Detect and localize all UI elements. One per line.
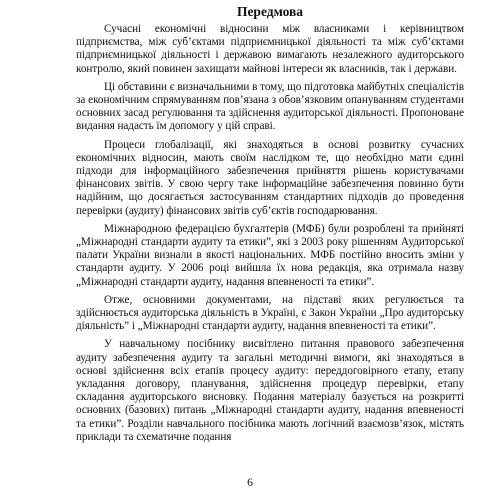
preface-body [76,23,464,444]
paragraph: Процеси глобалізації, які знаходяться в основі розвитку сучасних економічних відносин, мають своїм наслідком те, що необхідно мати єдині підходи для інформаційного забезпечення прийняття рішень користувачами фінансових звітів. У свою чергу таке інформаційне забезпечення повинно бути надійним, що досягається застосуванням стандартних підходів до проведення перевірки (аудиту) фінансових звітів суб’єктів господарювання. [76,138,464,217]
page-title: Передмова [236,4,304,19]
paragraph: У навчальному посібнику висвітлено питання правового забезпечення аудиту забезпечення аудиту та загальні методичні вимоги, які знаходяться в основі здійснення всіх етапів процесу аудиту: переддоговірного етапу, етапу укладання договору, планування, здійснення процедур перевірки, етапу складання аудиторського висновку. Подання матеріалу базується на розкритті основних (базових) питань „Міжнародні стандарти аудиту, надання впевненості та етики”. Розділи навчального посібника мають логічний взаємозв’язок, містять приклади та схематичне подання [76,338,464,443]
paragraph: Ці обставини є визначальними в тому, що підготовка майбутніх спеціалістів за економічним спрямуванням пов’язана з обов’язковим опануванням студентами основних засад регулювання та здійснення аудиторської діяльності. Пропоноване видання надасть їм допомогу у цій справі. [76,80,464,133]
paragraph: Отже, основними документами, на підставі яких регулюється та здійснюється аудиторська діяльність в Україні, є Закон України „Про аудиторську діяльність” і „Міжнародні стандарти аудиту, надання впевненості та етики”. [76,293,464,333]
paragraph: Міжнародною федерацією бухгалтерів (МФБ) були розроблені та прийняті „Міжнародні стандарти аудиту та етики”, які з 2003 року рішенням Аудиторської палати України визнали в якості національних. МФБ постійно вносить зміни у стандарти аудиту. У 2006 році вийшла їх нова редакція, яка отримала назву „Міжнародні стандарти аудиту, надання впевненості та етики”. [76,222,464,288]
paragraph: Сучасні економічні відносини між власниками і керівництвом підприємства, між суб’єктами підприємницької діяльності та між суб’єктами підприємницької діяльності і державою вимагають незалежного аудиторського контролю, який повинен захищати майнові інтереси як власників, так і держави. [76,23,464,75]
page-number: 6 [247,477,253,489]
